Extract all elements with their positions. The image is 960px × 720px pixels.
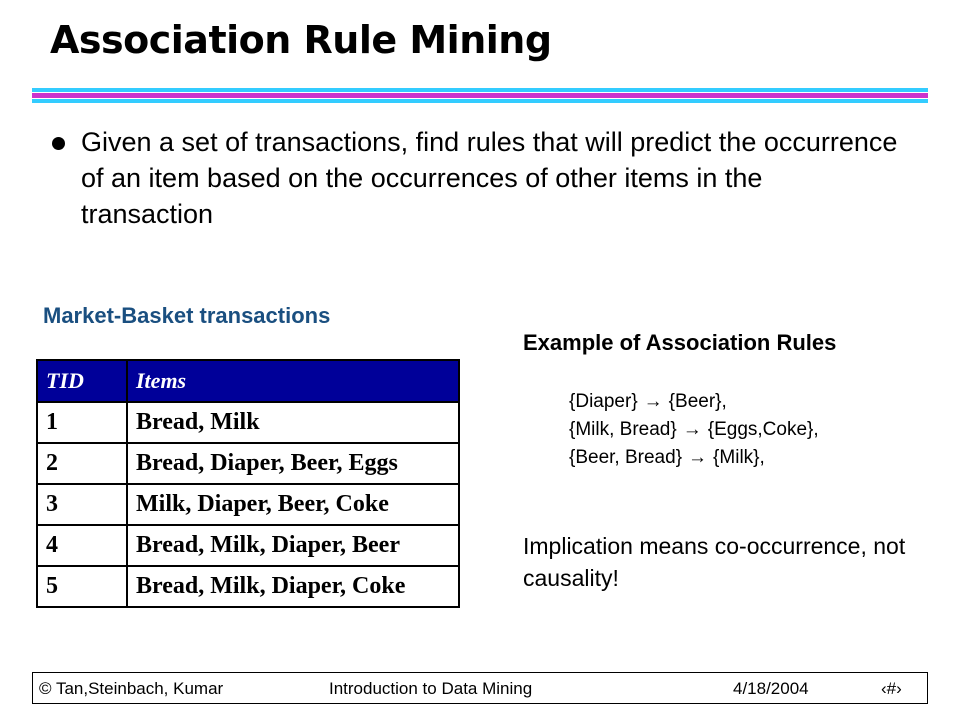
rule-item	[569, 416, 819, 444]
cell-tid: 4	[37, 525, 127, 566]
footer-course: Introduction to Data Mining	[329, 679, 533, 698]
rules-title: Example of Association Rules	[523, 330, 837, 355]
table-row	[37, 443, 459, 484]
implies-arrow-icon: →	[688, 447, 708, 468]
rules-list	[569, 388, 819, 472]
cell-tid: 1	[37, 402, 127, 443]
cell-tid: 3	[37, 484, 127, 525]
table-label: Market-Basket transactions	[43, 303, 331, 328]
bullet-text: Given a set of transactions, find rules that will predict the occurrence of an item based on the occurrences of other items in the transaction	[81, 127, 898, 229]
slide-footer	[32, 672, 928, 704]
implication-note: Implication means co-occurrence, not causality!	[523, 533, 906, 591]
rule-lhs: {Diaper}	[569, 391, 638, 412]
cell-items: Bread, Milk, Diaper, Beer	[127, 525, 459, 566]
transactions-table	[36, 359, 460, 608]
footer-date: 4/18/2004	[733, 679, 809, 698]
bullet-dot-icon	[52, 137, 65, 150]
footer-copyright: © Tan,Steinbach, Kumar	[39, 679, 224, 698]
rule-rhs: {Eggs,Coke},	[707, 419, 819, 440]
title-rule-bottom	[32, 99, 928, 103]
rule-rhs: {Beer},	[668, 391, 727, 412]
table-row	[37, 566, 459, 607]
cell-items: Milk, Diaper, Beer, Coke	[127, 484, 459, 525]
table-row	[37, 484, 459, 525]
title-rule-middle	[32, 93, 928, 98]
table-row	[37, 402, 459, 443]
cell-items: Bread, Milk, Diaper, Coke	[127, 566, 459, 607]
cell-items: Bread, Diaper, Beer, Eggs	[127, 443, 459, 484]
cell-items: Bread, Milk	[127, 402, 459, 443]
table-row	[37, 525, 459, 566]
header-tid: TID	[37, 360, 127, 402]
rule-rhs: {Milk},	[713, 447, 765, 468]
rule-item	[569, 388, 819, 416]
slide-title: Association Rule Mining	[50, 18, 552, 62]
header-items: Items	[127, 360, 459, 402]
rule-lhs: {Beer, Bread}	[569, 447, 683, 468]
implies-arrow-icon: →	[682, 419, 702, 440]
cell-tid: 2	[37, 443, 127, 484]
table-header-row	[37, 360, 459, 402]
implies-arrow-icon: →	[643, 391, 663, 412]
rule-item	[569, 444, 819, 472]
title-rule-top	[32, 88, 928, 92]
cell-tid: 5	[37, 566, 127, 607]
rule-lhs: {Milk, Bread}	[569, 419, 677, 440]
footer-page-number: ‹#›	[881, 679, 902, 698]
